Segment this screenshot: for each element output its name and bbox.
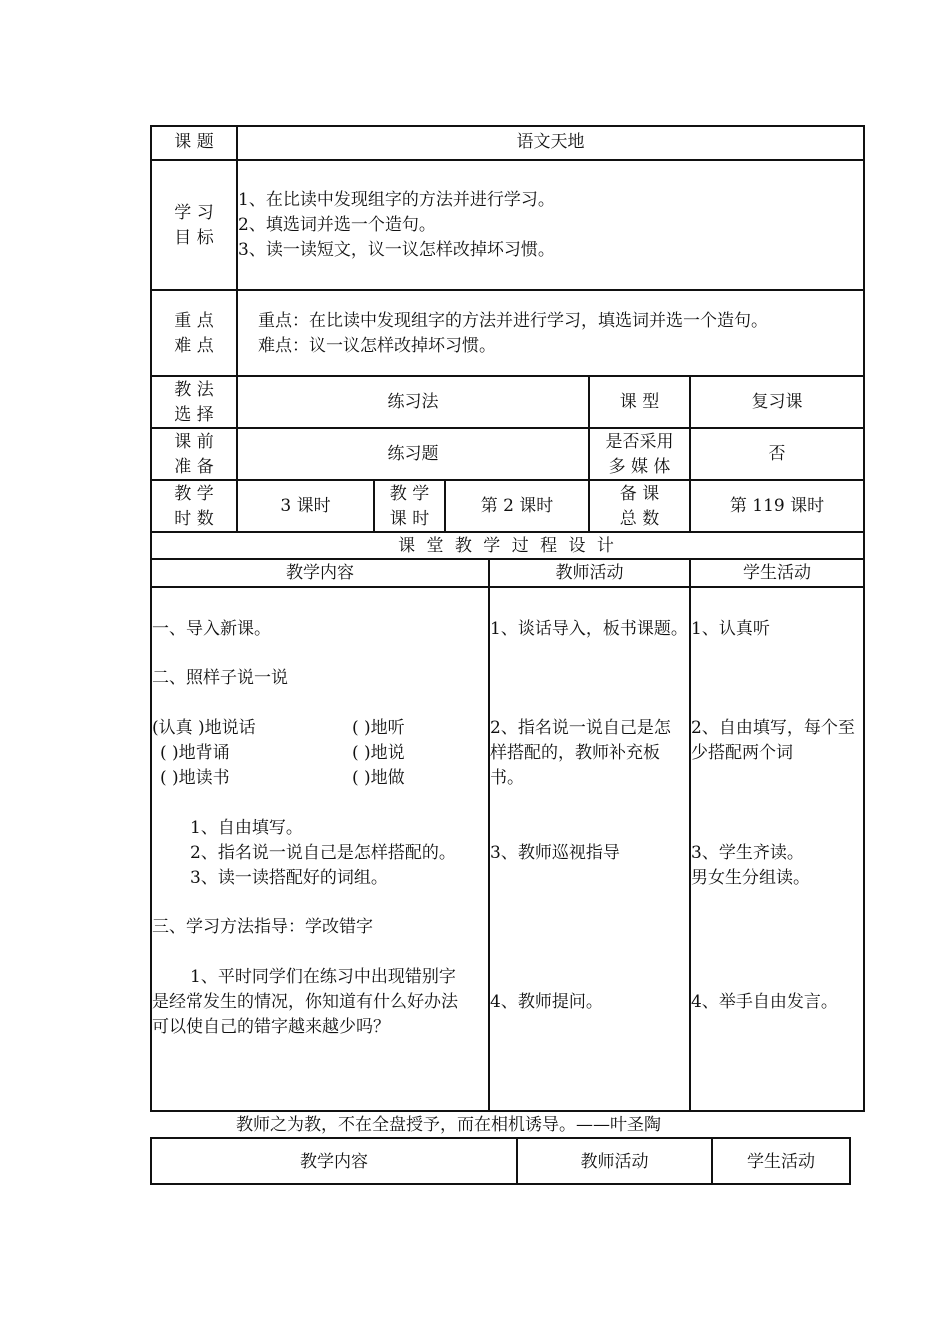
goals-label: 学 习 — [174, 203, 214, 223]
key-point: 重点：在比读中发现组字的方法并进行学习，填选词并选一个造句。 — [258, 311, 768, 331]
table-border-top — [150, 125, 865, 127]
period-label: 教 学 — [389, 484, 430, 504]
col-header-teacher: 教师活动 — [580, 1152, 649, 1172]
teacher-line: 3、教师巡视指导 — [490, 843, 620, 863]
content-line: 二、照样子说一说 — [152, 668, 288, 688]
col-rule — [689, 558, 691, 1112]
goal-item: 2、填选词并选一个造句。 — [238, 215, 436, 235]
hours-value: 3 课时 — [280, 496, 331, 516]
key-label: 难 点 — [174, 336, 214, 356]
student-line: 3、学生齐读。 — [691, 843, 804, 863]
process-title: 课 堂 教 学 过 程 设 计 — [398, 536, 617, 556]
method-value: 练习法 — [387, 392, 439, 412]
content-line: (认真 )地说话 — [152, 718, 256, 738]
student-line: 男女生分组读。 — [691, 868, 810, 888]
table-border-right — [849, 1137, 851, 1185]
teacher-line: 4、教师提问。 — [490, 992, 603, 1012]
period-label: 课 时 — [389, 509, 430, 529]
col-header-student: 学生活动 — [747, 1152, 815, 1172]
content-line: ( )地说 — [352, 743, 405, 763]
content-line: ( )地读书 — [160, 768, 230, 788]
goals-label: 目 标 — [174, 228, 214, 248]
table-border-bottom — [150, 1110, 865, 1112]
goal-item: 1、在比读中发现组字的方法并进行学习。 — [238, 190, 555, 210]
col-header-student: 学生活动 — [743, 563, 811, 583]
student-line: 4、举手自由发言。 — [691, 992, 838, 1012]
prep-label: 课 前 — [174, 432, 214, 452]
teacher-line: 书。 — [490, 768, 524, 788]
content-line: 三、学习方法指导：学改错字 — [152, 917, 373, 937]
table-border-top — [150, 1137, 851, 1139]
media-label: 多 媒 体 — [608, 457, 671, 477]
table-border-bottom — [150, 1183, 851, 1185]
hours-label: 教 学 — [174, 484, 214, 504]
content-line: ( )地听 — [352, 718, 405, 738]
type-label: 课 型 — [619, 392, 660, 412]
content-line: 1、平时同学们在练习中出现错别字 — [190, 967, 456, 987]
row-rule — [150, 479, 865, 481]
content-line: 是经常发生的情况，你知道有什么好办法 — [152, 992, 458, 1012]
goal-item: 3、读一读短文，议一议怎样改掉坏习惯。 — [238, 240, 555, 260]
row-rule — [150, 586, 865, 588]
difficult-point: 难点：议一议怎样改掉坏习惯。 — [258, 336, 496, 356]
content-line: 1、自由填写。 — [190, 818, 303, 838]
student-line: 少搭配两个词 — [691, 743, 793, 763]
teacher-line: 1、谈话导入，板书课题。 — [490, 619, 688, 639]
content-line: 3、读一读搭配好的词组。 — [190, 868, 388, 888]
col-rule — [236, 125, 238, 533]
media-value: 否 — [768, 444, 786, 464]
col-header-teacher: 教师活动 — [555, 563, 624, 583]
hours-label: 时 数 — [174, 509, 214, 529]
row-rule — [150, 375, 865, 377]
topic-label: 课 题 — [174, 132, 214, 152]
content-line: 2、指名说一说自己是怎样搭配的。 — [190, 843, 456, 863]
method-label: 教 法 — [174, 380, 214, 400]
table-border-right — [863, 125, 865, 1112]
topic-value: 语文天地 — [516, 132, 585, 152]
total-value: 第 119 课时 — [729, 496, 825, 516]
row-rule — [150, 427, 865, 429]
prep-value: 练习题 — [387, 444, 439, 464]
content-line: ( )地背诵 — [160, 743, 230, 763]
content-line: 一、导入新课。 — [152, 619, 271, 639]
student-line: 2、自由填写，每个至 — [691, 718, 855, 738]
quote-text: 教师之为教，不在全盘授予，而在相机诱导。——叶圣陶 — [236, 1115, 661, 1135]
teacher-line: 样搭配的，教师补充板 — [490, 743, 660, 763]
media-label: 是否采用 — [605, 432, 674, 452]
row-rule — [150, 558, 865, 560]
row-rule — [150, 289, 865, 291]
method-label: 选 择 — [174, 405, 214, 425]
student-line: 1、认真听 — [691, 619, 770, 639]
row-rule — [150, 159, 865, 161]
content-line: ( )地做 — [352, 768, 405, 788]
type-value: 复习课 — [751, 392, 803, 412]
content-line: 可以使自己的错字越来越少吗？ — [152, 1017, 390, 1037]
col-rule — [488, 558, 490, 1112]
row-rule — [150, 531, 865, 533]
total-label: 备 课 — [619, 484, 660, 504]
total-label: 总 数 — [619, 509, 660, 529]
teacher-line: 2、指名说一说自己是怎 — [490, 718, 671, 738]
prep-label: 准 备 — [174, 457, 214, 477]
key-label: 重 点 — [174, 311, 214, 331]
period-value: 第 2 课时 — [480, 496, 554, 516]
col-header-content: 教学内容 — [286, 563, 354, 583]
col-header-content: 教学内容 — [300, 1152, 368, 1172]
